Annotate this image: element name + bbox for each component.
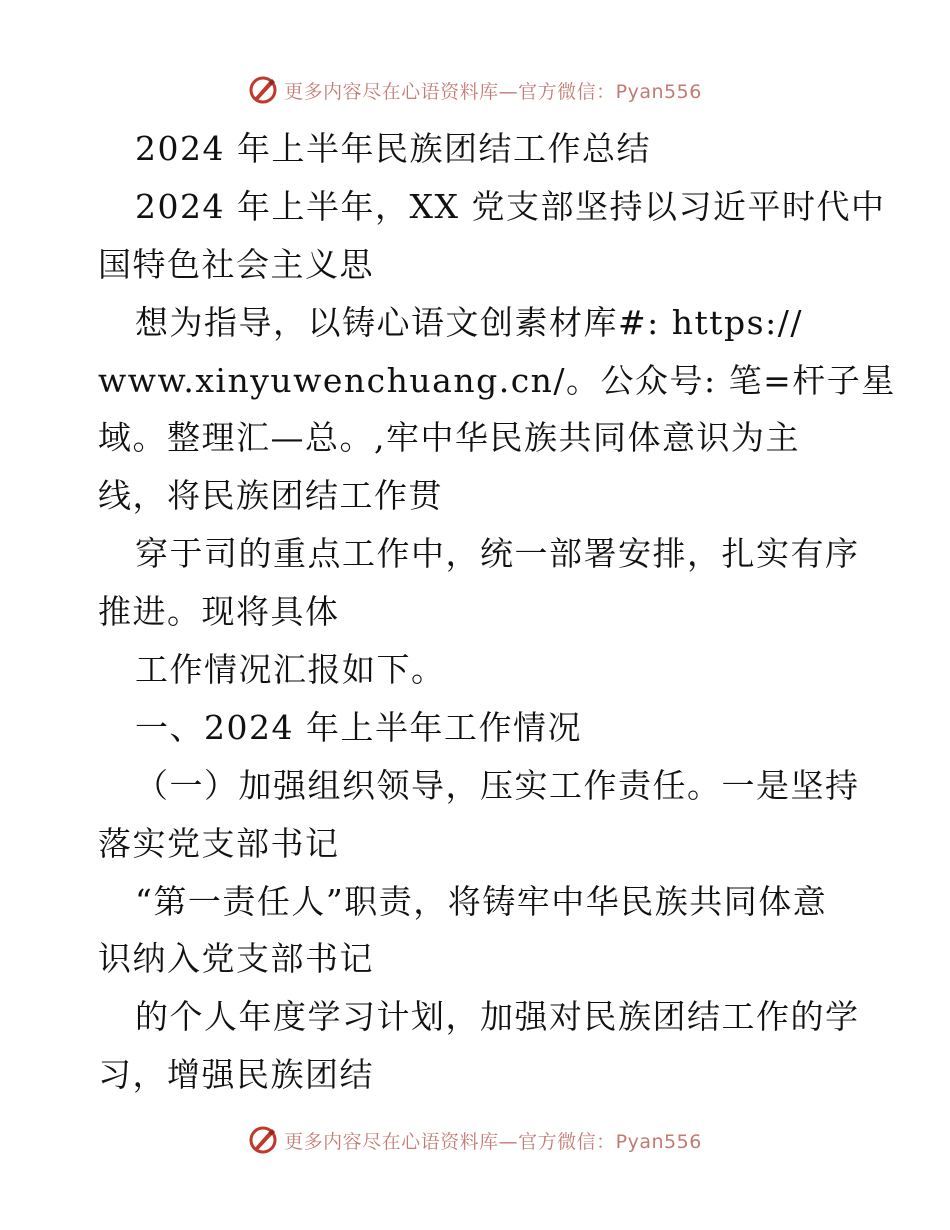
document-body — [98, 120, 896, 1104]
paragraph-line: www.xinyuwenchuang.cn/。公众号: 笔=杆子星 — [98, 360, 896, 400]
document-title: 2024 年上半年民族团结工作总结 — [135, 129, 651, 168]
footer-banner-text: 更多内容尽在心语资料库—官方微信：Pyan556 — [284, 1130, 702, 1153]
paragraph-line: 工作情况汇报如下。 — [135, 650, 446, 690]
paragraph-line: 国特色社会主义思 — [98, 244, 374, 284]
section-heading: 一、2024 年上半年工作情况 — [135, 707, 582, 747]
pen-circle-logo-icon — [248, 75, 278, 105]
paragraph-line: 识纳入党支部书记 — [98, 939, 374, 979]
paragraph-line: 想为指导，以铸心语文创素材库#: https:// — [135, 302, 803, 342]
paragraph-line: 线，将民族团结工作贯 — [98, 476, 443, 516]
paragraph-line: 落实党支部书记 — [98, 823, 340, 863]
header-banner-text: 更多内容尽在心语资料库—官方微信：Pyan556 — [284, 80, 702, 103]
header-banner — [0, 70, 950, 110]
paragraph-line: 的个人年度学习计划，加强对民族团结工作的学 — [135, 997, 860, 1037]
paragraph-line: “第一责任人”职责，将铸牢中华民族共同体意 — [135, 881, 828, 921]
pen-circle-logo-icon — [248, 1125, 278, 1155]
footer-banner — [0, 1120, 950, 1160]
paragraph-line: 穿于司的重点工作中，统一部署安排，扎实有序 — [135, 534, 860, 574]
paragraph-line: 推进。现将具体 — [98, 592, 340, 632]
paragraph-line: 2024 年上半年，XX 党支部坚持以习近平时代中 — [135, 186, 886, 226]
paragraph-line: （一）加强组织领导，压实工作责任。一是坚持 — [135, 765, 860, 805]
paragraph-line: 习，增强民族团结 — [98, 1055, 374, 1095]
paragraph-line: 域。整理汇—总。,牢中华民族共同体意识为主 — [98, 418, 800, 458]
